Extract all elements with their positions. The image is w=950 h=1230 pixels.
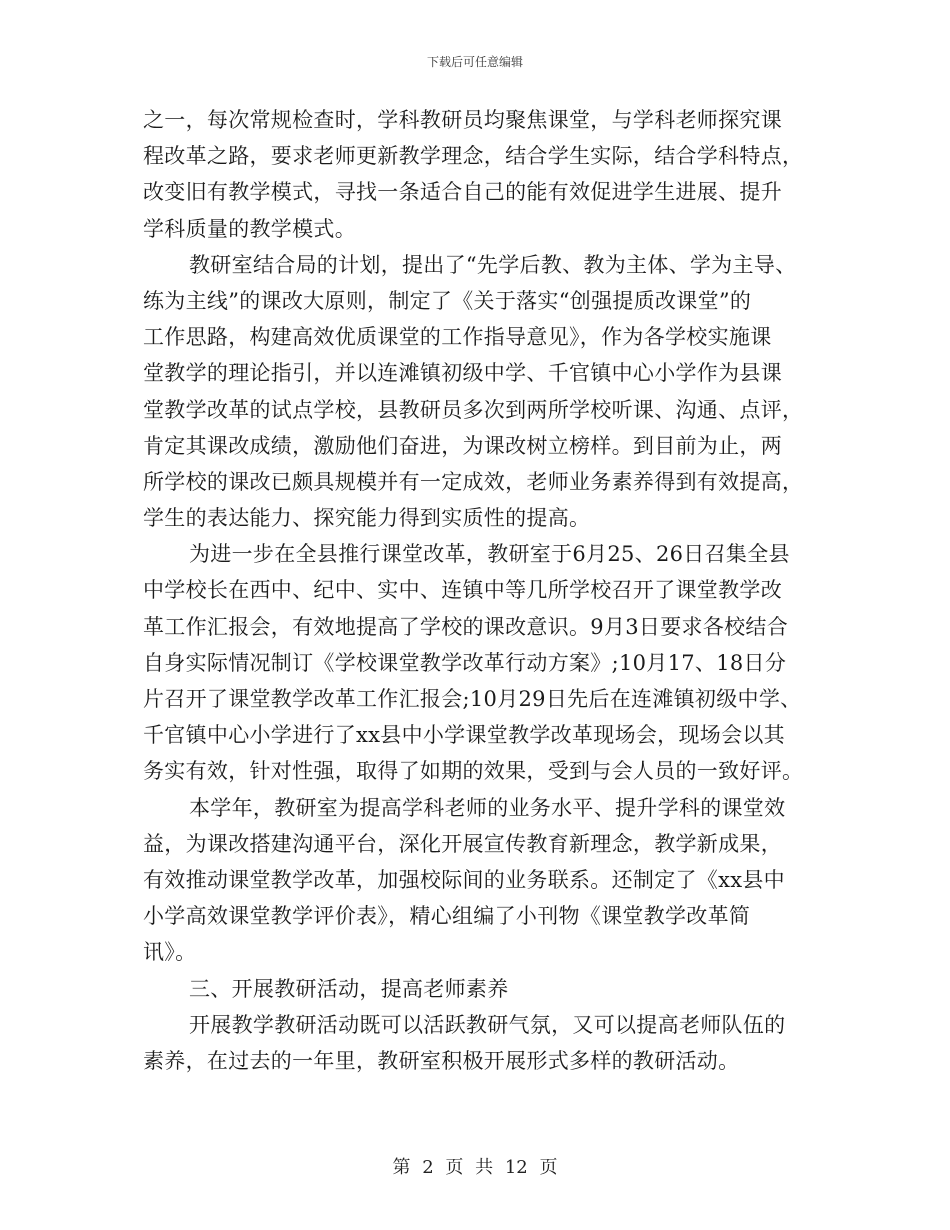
body-text-line: 学科质量的教学模式。: [143, 216, 356, 241]
body-text-line: 千官镇中心小学进行了xx县中小学课堂教学改革现场会，现场会以其: [143, 723, 785, 748]
body-text-line: 本学年，教研室为提高学科老师的业务水平、提升学科的课堂效: [189, 795, 786, 820]
body-text-line: 教研室结合局的计划，提出了“先学后教、教为主体、学为主导、: [189, 252, 797, 277]
document-body: [143, 102, 807, 1079]
body-text-line: 堂教学的理论指引，并以连滩镇初级中学、千官镇中心小学作为县课: [143, 361, 782, 386]
body-text-line: 讯》。: [143, 940, 197, 965]
body-text-line: 学生的表达能力、探究能力得到实质性的提高。: [143, 506, 591, 531]
body-text-line: 工作思路，构建高效优质课堂的工作指导意见》，作为各学校实施课: [143, 325, 772, 350]
page-header: 下载后可任意编辑: [426, 55, 523, 69]
body-text-line: 练为主线”的课改大原则，制定了《关于落实“创强提质改课堂”的: [143, 288, 752, 313]
body-text-line: 改变旧有教学模式，寻找一条适合自己的能有效促进学生进展、提升: [143, 180, 782, 205]
body-text-line: 益，为课改搭建沟通平台，深化开展宣传教育新理念，教学新成果，: [143, 831, 782, 856]
body-text-line: 开展教学教研活动既可以活跃教研气氛，又可以提高老师队伍的: [189, 1012, 786, 1037]
body-text-line: 务实有效，针对性强，取得了如期的效果，受到与会人员的一致好评。: [143, 759, 804, 784]
body-text-line: 自身实际情况制订《学校课堂教学改革行动方案》;10月17、18日分: [143, 650, 787, 675]
body-text-line: 肯定其课改成绩，激励他们奋进，为课改树立榜样。到目前为止，两: [143, 433, 782, 458]
body-text-line: 所学校的课改已颇具规模并有一定成效，老师业务素养得到有效提高，: [143, 469, 804, 494]
body-text-line: 小学高效课堂教学评价表》，精心组编了小刊物《课堂教学改革简: [143, 904, 751, 929]
body-text-line: 程改革之路，要求老师更新教学理念，结合学生实际，结合学科特点，: [143, 144, 804, 169]
body-text-line: 为进一步在全县推行课堂改革，教研室于6月25、26日召集全县: [189, 542, 790, 567]
body-text-line: 片召开了课堂教学改革工作汇报会;10月29日先后在连滩镇初级中学、: [143, 687, 802, 711]
body-text-line: 中学校长在西中、纪中、实中、连镇中等几所学校召开了课堂教学改: [143, 578, 782, 603]
body-text-line: 三、开展教研活动，提高老师素养: [189, 976, 509, 1001]
body-text-line: 革工作汇报会，有效地提高了学校的课改意识。9月3日要求各校结合: [143, 614, 789, 639]
body-text-line: 堂教学改革的试点学校，县教研员多次到两所学校听课、沟通、点评，: [143, 397, 804, 422]
body-text-line: 之一，每次常规检查时，学科教研员均聚焦课堂，与学科老师探究课: [143, 108, 782, 132]
body-text-line: 有效推动课堂教学改革，加强校际间的业务联系。还制定了《xx县中: [143, 867, 785, 892]
page-number-footer: 第 2 页 共 12 页: [392, 1157, 558, 1178]
body-text-line: 素养，在过去的一年里，教研室积极开展形式多样的教研活动。: [143, 1048, 740, 1073]
